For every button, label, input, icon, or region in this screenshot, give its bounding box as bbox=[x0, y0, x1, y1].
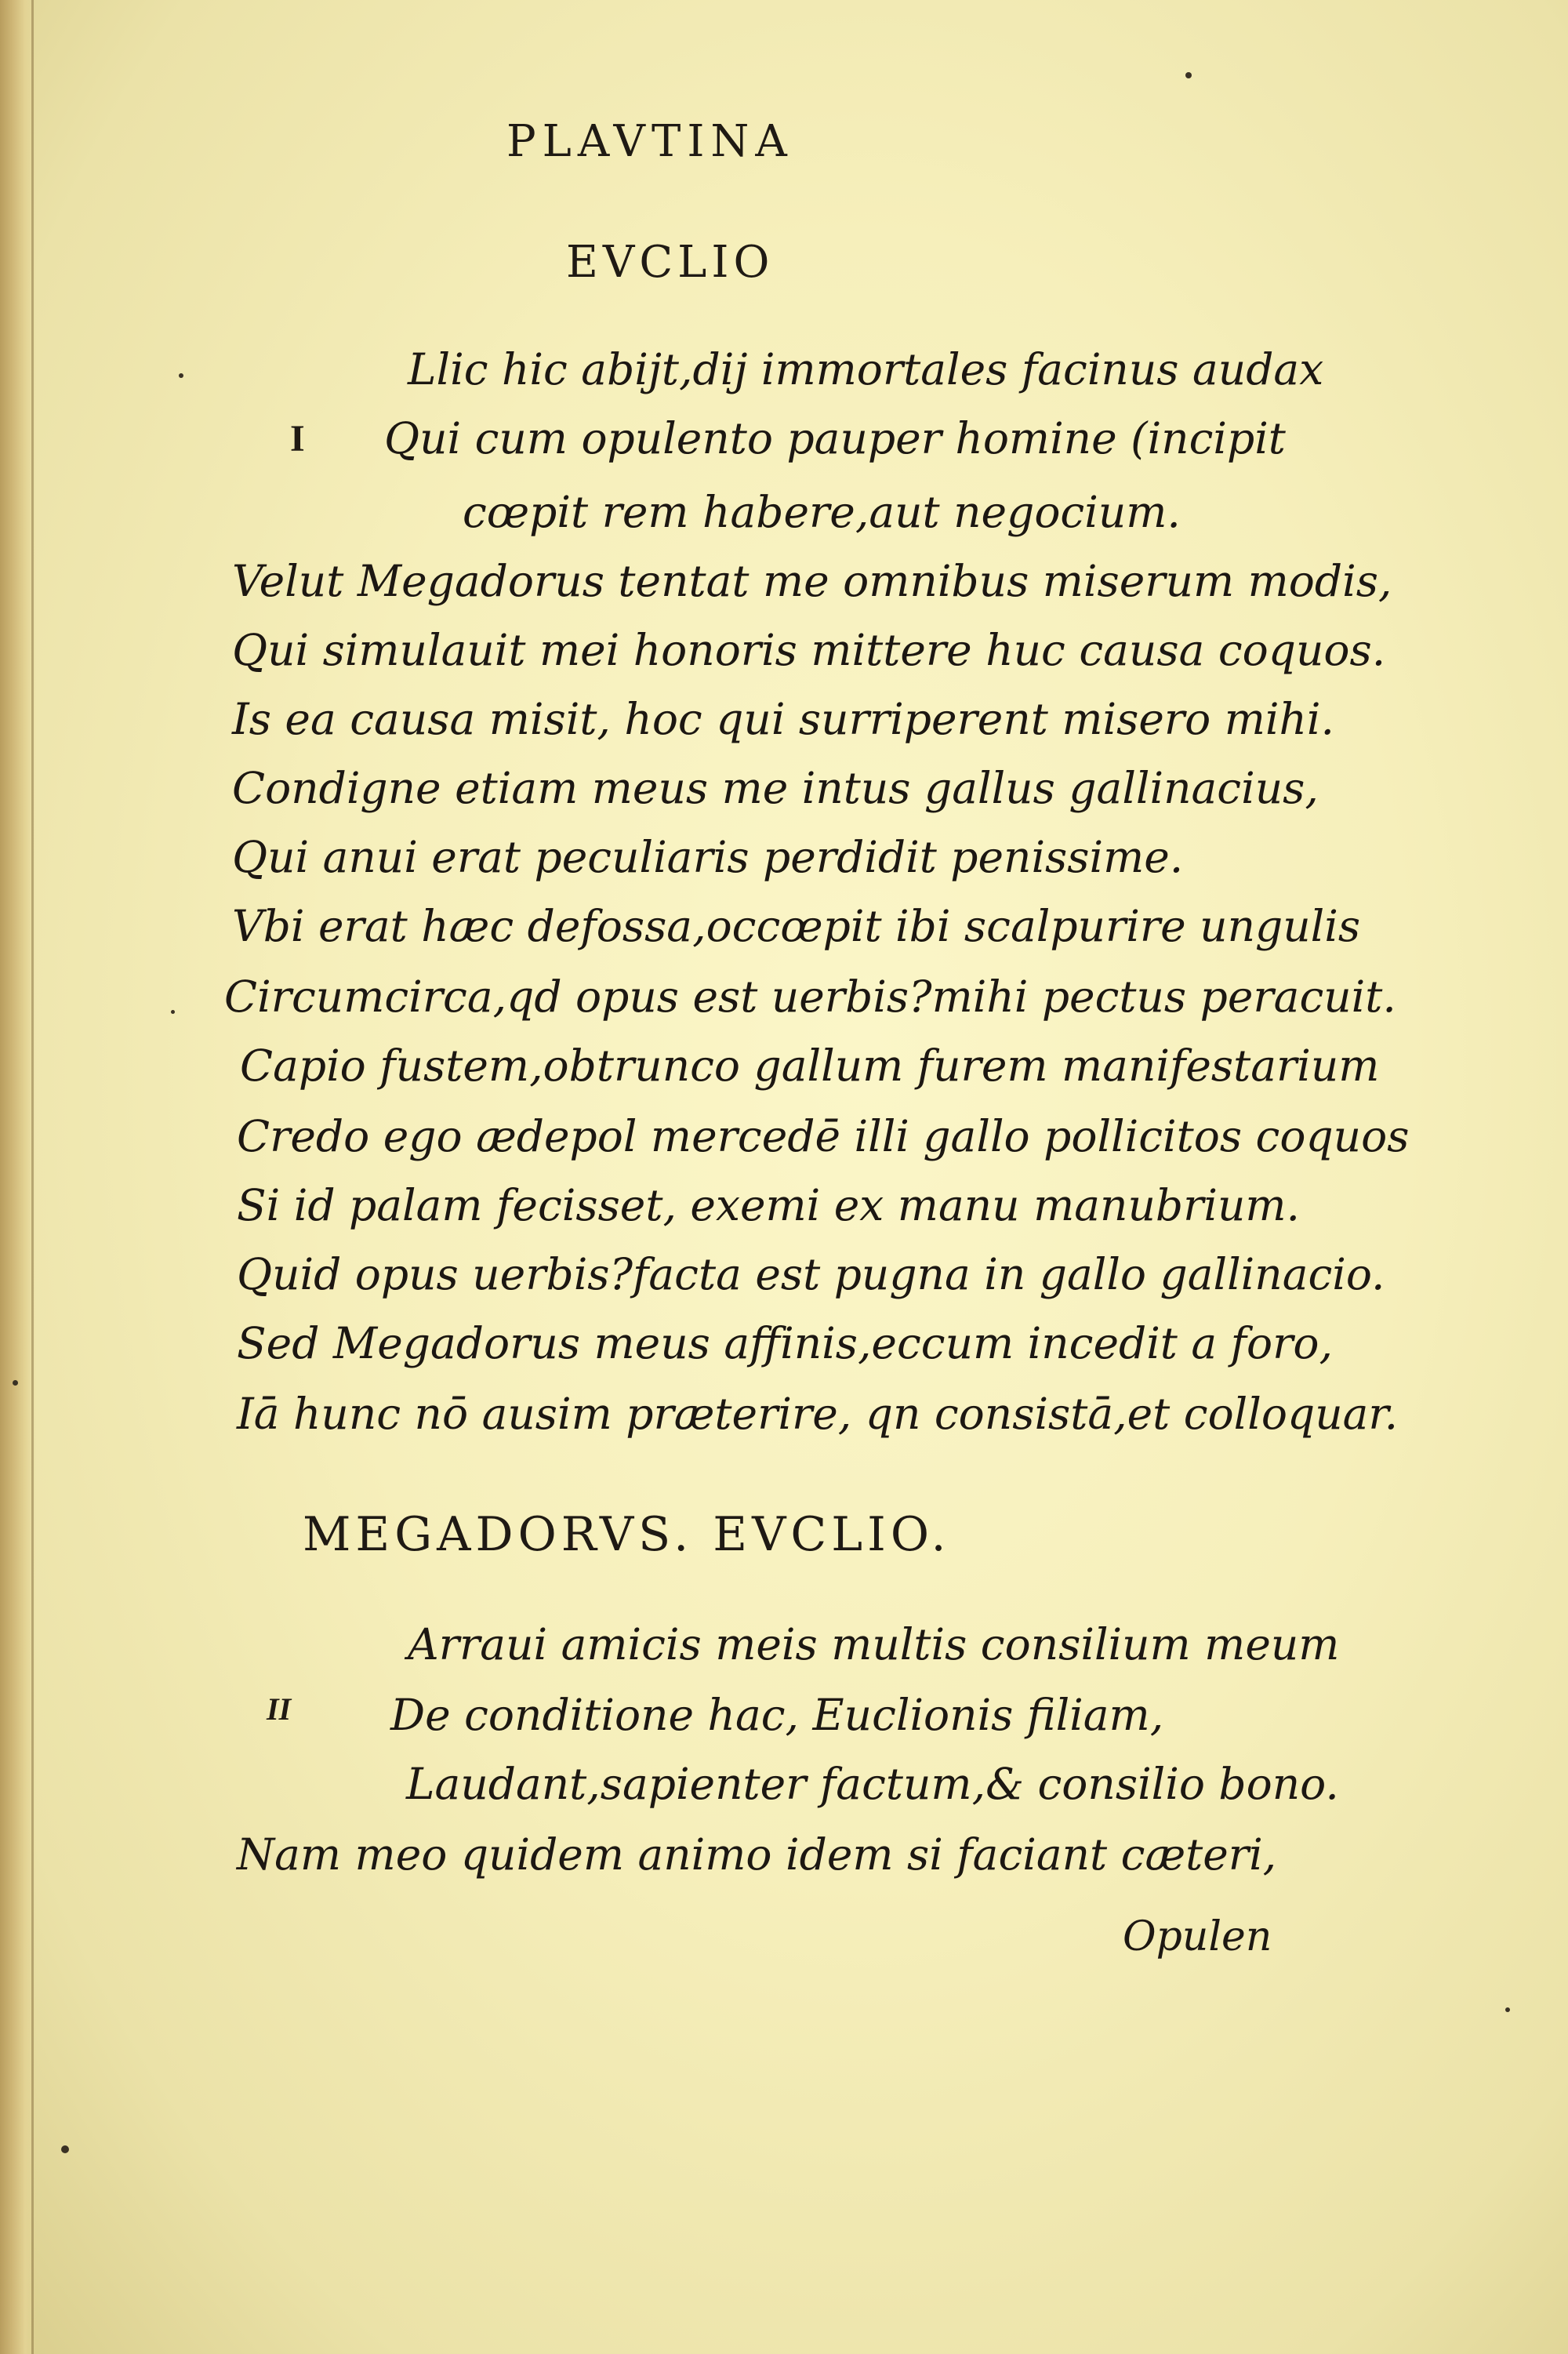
ink-speck bbox=[1185, 72, 1192, 78]
verse-line: Iā hunc nō ausim præterire, qn consistā,et colloquar. bbox=[237, 1389, 1399, 1439]
verse-line: Vbi erat hæc defossa,occœpit ibi scalpurire ungulis bbox=[232, 901, 1361, 951]
ink-speck bbox=[1505, 2007, 1510, 2012]
verse-line: De conditione hac, Euclionis filiam, bbox=[390, 1690, 1164, 1740]
verse-line: Qui cum opulento pauper homine (incipit bbox=[384, 413, 1286, 463]
verse-line: Credo ego ædepol mercedē illi gallo pollicitos coquos bbox=[237, 1111, 1410, 1161]
verse-line: Qui anui erat peculiaris perdidit penissime. bbox=[232, 832, 1184, 882]
verse-line: Qui simulauit mei honoris mittere huc causa coquos. bbox=[232, 625, 1386, 675]
ink-speck bbox=[61, 2145, 69, 2153]
verse-line: Velut Megadorus tentat me omnibus miserum modis, bbox=[232, 556, 1392, 606]
speaker-heading-scene-1: EVCLIO bbox=[566, 237, 775, 288]
verse-line: Nam meo quidem animo idem si faciant cæteri, bbox=[237, 1829, 1277, 1880]
ink-speck bbox=[179, 373, 183, 378]
speaker-heading-scene-2: MEGADORVS. EVCLIO. bbox=[303, 1507, 951, 1562]
ink-speck bbox=[171, 1010, 175, 1014]
verse-line: Quid opus uerbis?facta est pugna in gallo gallinacio. bbox=[237, 1249, 1385, 1299]
binding-fold-line bbox=[31, 0, 34, 2354]
scene-number-2: II bbox=[267, 1691, 292, 1727]
verse-line: Is ea causa misit, hoc qui surriperent misero mihi. bbox=[232, 694, 1334, 744]
scene-number-1: I bbox=[290, 418, 305, 460]
verse-line: Llic hic abijt,dij immortales facinus audax bbox=[408, 344, 1324, 394]
verse-line: Sed Megadorus meus affinis,eccum incedit a foro, bbox=[237, 1318, 1334, 1368]
verse-line: Si id palam fecisset, exemi ex manu manubrium. bbox=[237, 1180, 1301, 1230]
verse-line: Arraui amicis meis multis consilium meum bbox=[408, 1619, 1340, 1669]
catchword: Opulen bbox=[1123, 1913, 1272, 1960]
verse-line: Condigne etiam meus me intus gallus gallinacius, bbox=[232, 763, 1319, 813]
ink-speck bbox=[13, 1380, 18, 1386]
verse-line: Capio fustem,obtrunco gallum furem manifestarium bbox=[240, 1041, 1380, 1091]
verse-line: cœpit rem habere,aut negocium. bbox=[463, 487, 1181, 537]
verse-line: Laudant,sapienter factum,& consilio bono. bbox=[406, 1759, 1339, 1809]
verse-line: Circumcirca,qd opus est uerbis?mihi pectus peracuit. bbox=[224, 972, 1396, 1022]
running-head: PLAVTINA bbox=[506, 116, 793, 167]
